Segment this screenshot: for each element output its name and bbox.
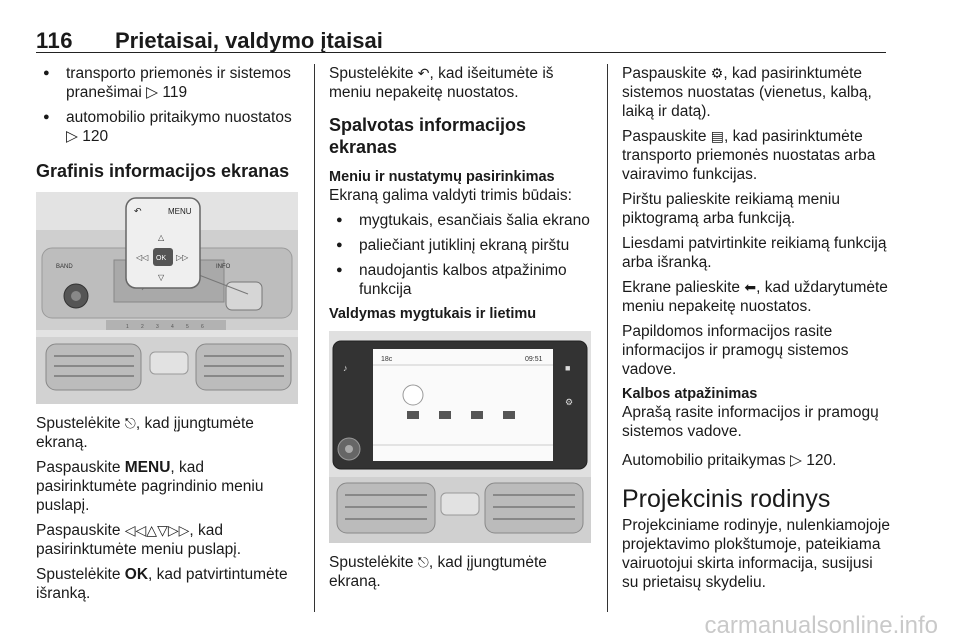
list-item: ● transporto priemonės ir sistemos pranešimai ▷ 119 bbox=[36, 64, 298, 102]
paragraph: Papildomos informacijos rasite informacijos ir pramogų sistemos vadove. bbox=[622, 323, 849, 378]
column-divider bbox=[314, 64, 315, 612]
power-icon: ⎋ bbox=[417, 554, 429, 570]
screen-time-right: 09:51 bbox=[525, 356, 543, 363]
color-display-figure bbox=[329, 331, 591, 543]
paragraph: Paspauskite ◁◁△▽▷▷, kad pasirinktumėte meniu puslapį. bbox=[36, 522, 242, 558]
back-icon: ↶ bbox=[417, 65, 430, 81]
navigation-arrows-icon: ◁◁△▽▷▷ bbox=[124, 522, 190, 538]
list-item: ● naudojantis kalbos atpažinimo funkcija bbox=[329, 261, 593, 299]
page-ref-icon: ▷ bbox=[790, 452, 802, 469]
vehicle-icon: ▤ bbox=[710, 128, 724, 144]
column-2 bbox=[329, 64, 593, 597]
subsection-heading: Kalbos atpažinimas bbox=[622, 386, 758, 402]
paragraph: Liesdami patvirtinkite reikiamą funkciją arba išranką. bbox=[622, 235, 887, 271]
paragraph: Spustelėkite ↶, kad išeitumėte iš meniu nepakeitę nuostatos. bbox=[329, 65, 554, 101]
graphic-display-figure bbox=[36, 192, 298, 404]
paragraph: Ekrane palieskite ⬅, kad uždarytumėte meniu nepakeitę nuostatos. bbox=[622, 279, 888, 315]
svg-text:△: △ bbox=[158, 233, 165, 242]
paragraph: Aprašą rasite informacijos ir pramogų sistemos vadove. bbox=[622, 404, 879, 440]
ok-label: OK bbox=[156, 255, 167, 262]
menu-label: MENU bbox=[168, 207, 192, 216]
paragraph: Paspauskite ▤, kad pasirinktumėte transporto priemonės nuostatas arba vairavimo funkcijas. bbox=[622, 128, 876, 183]
paragraph: Paspauskite MENU, kad pasirinktumėte pagrindinio meniu puslapį. bbox=[36, 459, 264, 514]
svg-text:⚙: ⚙ bbox=[565, 397, 574, 407]
preset-label: 2 bbox=[141, 324, 144, 330]
list-item: ● mygtukais, esančiais šalia ekrano bbox=[329, 211, 593, 230]
screen-time-left: 18c bbox=[381, 356, 393, 363]
page-ref-icon: ▷ bbox=[146, 84, 159, 101]
preset-label: 6 bbox=[201, 324, 204, 330]
section-heading: Spalvotas informacijos ekranas bbox=[329, 115, 527, 157]
preset-label: 3 bbox=[156, 324, 159, 330]
page-header bbox=[36, 28, 886, 53]
column-divider bbox=[607, 64, 608, 612]
svg-text:■: ■ bbox=[565, 363, 571, 373]
section-heading: Grafinis informacijos ekranas bbox=[36, 161, 290, 181]
svg-text:▽: ▽ bbox=[158, 273, 165, 282]
power-icon: ⎋ bbox=[124, 415, 136, 431]
page-number: 116 bbox=[36, 28, 73, 53]
subsection-heading: Meniu ir nustatymų pasirinkimas bbox=[329, 169, 555, 185]
preset-label: 5 bbox=[186, 324, 189, 330]
page-title: Prietaisai, valdymo įtaisai bbox=[115, 28, 383, 53]
preset-label: 4 bbox=[171, 324, 174, 330]
band-label: BAND bbox=[56, 264, 73, 270]
preset-label: 1 bbox=[126, 324, 129, 330]
info-label: INFO bbox=[216, 264, 231, 270]
svg-text:♪: ♪ bbox=[343, 363, 348, 373]
page-ref-icon: ▷ bbox=[66, 128, 78, 145]
settings-icon: ⚙ bbox=[710, 65, 724, 81]
paragraph: Spustelėkite ⎋, kad įjungtumėte ekraną. bbox=[36, 415, 254, 451]
paragraph: Projekciniame rodinyje, nulenkiamojoje projektavimo plokštumoje, pateikiama vairuotojui skirta informacija, susijusi su prietaisų skydeliu. bbox=[622, 517, 890, 591]
paragraph: Pirštu palieskite reikiamą meniu piktogramą arba funkciją. bbox=[622, 191, 840, 227]
paragraph: Automobilio pritaikymas ▷ 120. bbox=[622, 452, 837, 469]
svg-text:↶: ↶ bbox=[134, 206, 142, 216]
paragraph: Spustelėkite OK, kad patvirtintumėte išranką. bbox=[36, 566, 288, 602]
back-arrow-icon: ⬅ bbox=[744, 279, 757, 295]
watermark: carmanualsonline.info bbox=[704, 612, 938, 639]
svg-text:▷▷: ▷▷ bbox=[176, 253, 189, 262]
paragraph: Ekraną galima valdyti trimis būdais: bbox=[329, 187, 572, 204]
section-heading: Projekcinis rodinys bbox=[622, 485, 831, 513]
list-item: ● automobilio pritaikymo nuostatos ▷ 120 bbox=[36, 108, 298, 146]
list-item: ● paliečiant jutiklinį ekraną pirštu bbox=[329, 236, 593, 255]
paragraph: Spustelėkite ⎋, kad įjungtumėte ekraną. bbox=[329, 554, 547, 590]
column-1 bbox=[36, 64, 298, 609]
paragraph: Paspauskite ⚙, kad pasirinktumėte sistemos nuostatas (vienetus, kalbą, laiką ir datą). bbox=[622, 65, 872, 120]
column-3 bbox=[622, 64, 890, 598]
svg-text:◁◁: ◁◁ bbox=[136, 253, 149, 262]
subsection-heading: Valdymas mygtukais ir lietimu bbox=[329, 306, 537, 322]
